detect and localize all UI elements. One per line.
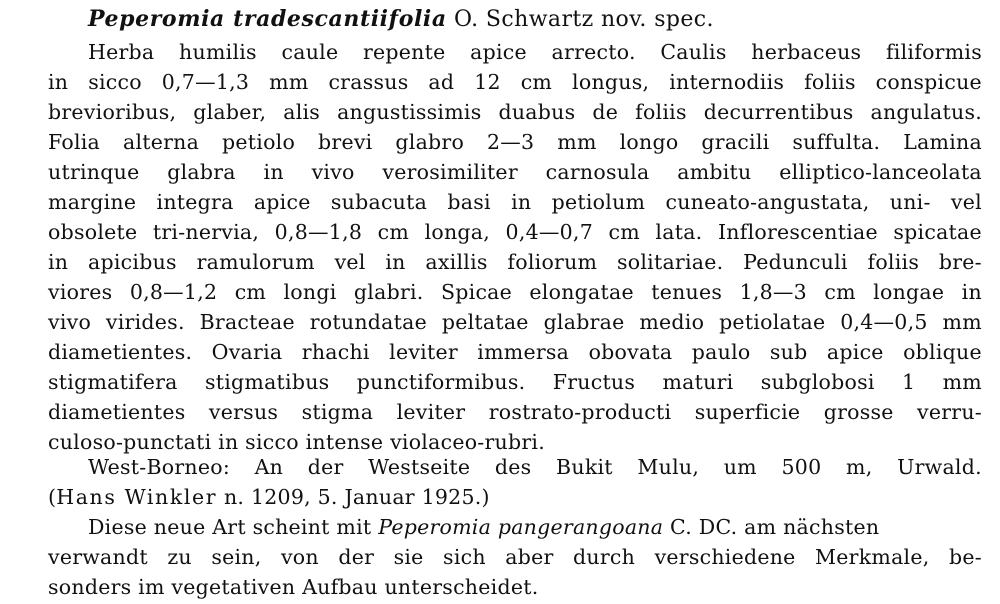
description-line — [48, 337, 982, 367]
note-line-1: Diese neue Art scheint mit Peperomia pangerangoana C. DC. am nächsten — [88, 515, 880, 539]
word: mm — [269, 70, 309, 94]
word: paulo — [691, 340, 751, 364]
word: in — [511, 190, 532, 214]
description-line — [88, 37, 982, 67]
word: longa, — [424, 220, 491, 244]
word: angulatus. — [870, 100, 982, 124]
word: der — [338, 545, 375, 569]
word: diametientes. — [48, 340, 193, 364]
word: 0,8—1,2 — [129, 280, 218, 304]
word: petiolo — [222, 130, 296, 154]
word: West-Borneo: — [88, 455, 231, 479]
word: verosimiliter — [382, 160, 518, 184]
word: crassus — [328, 70, 409, 94]
word: brevioribus, — [48, 100, 177, 124]
word: medio — [639, 310, 705, 334]
word: Urwald. — [897, 455, 982, 479]
word: obsolete — [48, 220, 138, 244]
note-line-2 — [48, 542, 982, 572]
word: filiformis — [885, 40, 982, 64]
description-line — [48, 67, 982, 97]
word: Folia — [48, 130, 101, 154]
word: rhachi — [301, 340, 370, 364]
word: mm — [942, 370, 982, 394]
word: verschiedene — [654, 545, 796, 569]
word: glabrae — [543, 310, 625, 334]
word: sich — [443, 545, 486, 569]
word: tenues — [651, 280, 723, 304]
description-line — [48, 367, 982, 397]
word: ad — [428, 70, 455, 94]
word: apice — [826, 340, 884, 364]
word: 12 — [474, 70, 501, 94]
word: elliptico-lanceolata — [779, 160, 982, 184]
word: mm — [557, 130, 597, 154]
word: 1 — [901, 370, 916, 394]
word: spicatae — [893, 220, 982, 244]
word: foliorum — [507, 250, 598, 274]
word: 1,8—3 — [739, 280, 807, 304]
word: leviter — [389, 340, 458, 364]
word: virides. — [105, 310, 185, 334]
word: basi — [447, 190, 491, 214]
word: Bukit — [556, 455, 613, 479]
word: longo — [619, 130, 679, 154]
word: caule — [281, 40, 339, 64]
description-line — [48, 247, 982, 277]
word: stigmatibus — [204, 370, 330, 394]
word: angustissimis — [337, 100, 482, 124]
description-line — [48, 97, 982, 127]
word: cm — [608, 220, 640, 244]
word: 500 — [781, 455, 822, 479]
word: vel — [334, 250, 366, 274]
word: in — [263, 160, 284, 184]
word: stigma — [301, 400, 374, 424]
word: elongatae — [529, 280, 634, 304]
word: alterna — [122, 130, 200, 154]
word: 0,4—0,7 — [505, 220, 593, 244]
word: arrecto. — [551, 40, 636, 64]
word: brevi — [318, 130, 373, 154]
word: foliis — [635, 100, 687, 124]
word: in — [385, 250, 406, 274]
word: Ovaria — [211, 340, 283, 364]
word: vivo — [48, 310, 92, 334]
word: duabus — [498, 100, 576, 124]
species-heading — [88, 4, 978, 34]
word: longus, — [572, 70, 650, 94]
word: glabri. — [353, 280, 424, 304]
word: obovata — [588, 340, 673, 364]
word: cm — [824, 280, 856, 304]
word: cm — [520, 70, 553, 94]
description-line — [48, 127, 982, 157]
word: cm — [377, 220, 410, 244]
word: subglobosi — [760, 370, 875, 394]
word: axillis — [425, 250, 488, 274]
word: gracili — [701, 130, 770, 154]
word: 0,4—0,5 — [840, 310, 928, 334]
word: ambitu — [677, 160, 752, 184]
word: uni- — [889, 190, 931, 214]
word: repente — [362, 40, 446, 64]
word: humilis — [179, 40, 257, 64]
word: versus — [208, 400, 279, 424]
word: 0,8—1,8 — [274, 220, 363, 244]
word: utrinque — [48, 160, 140, 184]
word: durch — [573, 545, 636, 569]
word: sein, — [211, 545, 262, 569]
word: aber — [505, 545, 554, 569]
word: ramulorum — [196, 250, 315, 274]
word: Herba — [88, 40, 155, 64]
word: apice — [470, 40, 527, 64]
word: herbaceus — [751, 40, 862, 64]
word: alis — [283, 100, 321, 124]
word: petiolatae — [719, 310, 826, 334]
word: 0,7—1,3 — [161, 70, 250, 94]
description-line — [48, 217, 982, 247]
word: superficie — [694, 400, 801, 424]
word: 2—3 — [487, 130, 535, 154]
word: diametientes — [48, 400, 186, 424]
compared-species: Peperomia pangerangoana — [378, 515, 664, 539]
word: in — [48, 250, 69, 274]
word: solitariae. — [616, 250, 724, 274]
word: mm — [942, 310, 982, 334]
word: be- — [948, 545, 982, 569]
word: punctiformibus. — [356, 370, 526, 394]
word: viores — [48, 280, 113, 304]
word: rostrato-producti — [488, 400, 672, 424]
word: grosse — [823, 400, 894, 424]
word: conspicue — [875, 70, 982, 94]
word: de — [592, 100, 619, 124]
word: longi — [283, 280, 337, 304]
word: in — [48, 70, 69, 94]
word: Caulis — [660, 40, 727, 64]
word: verru- — [917, 400, 982, 424]
word: m, — [846, 455, 873, 479]
word: leviter — [396, 400, 466, 424]
description-line — [48, 397, 982, 427]
word: maturi — [662, 370, 734, 394]
species-author: O. Schwartz nov. spec. — [454, 7, 714, 32]
word: Bracteae — [199, 310, 295, 334]
word: vivo — [311, 160, 355, 184]
word: suffulta. — [792, 130, 881, 154]
word: glabro — [395, 130, 465, 154]
word: carnosula — [545, 160, 650, 184]
description-line — [48, 157, 982, 187]
word: foliis — [804, 70, 856, 94]
word: Mulu, — [637, 455, 700, 479]
word: longae — [873, 280, 945, 304]
word: sie — [393, 545, 424, 569]
word: margine — [48, 190, 137, 214]
word: glabra — [167, 160, 236, 184]
collection-citation: (Hans Winkler n. 1209, 5. Januar 1925.) — [48, 485, 490, 509]
word: bre- — [938, 250, 982, 274]
word: sub — [769, 340, 808, 364]
word: Spicae — [440, 280, 513, 304]
locality-line — [88, 452, 982, 482]
word: immersa — [477, 340, 570, 364]
word: Inflorescentiae — [717, 220, 878, 244]
description-last-line: culoso-punctati in sicco intense violaceo-rubri. — [48, 430, 545, 454]
description-line — [48, 187, 982, 217]
word: subacuta — [330, 190, 428, 214]
word: in — [961, 280, 982, 304]
description-line — [48, 307, 982, 337]
species-name: Peperomia tradescantiifolia — [88, 6, 447, 32]
word: zu — [167, 545, 192, 569]
word: integra — [156, 190, 234, 214]
word: oblique — [903, 340, 982, 364]
word: vel — [950, 190, 982, 214]
description-line — [48, 277, 982, 307]
word: sicco — [88, 70, 142, 94]
word: Merkmale, — [815, 545, 930, 569]
word: petiolum — [551, 190, 646, 214]
word: des — [494, 455, 532, 479]
collector-name: Hans Winkler — [56, 485, 218, 509]
word: apice — [253, 190, 311, 214]
word: um — [723, 455, 757, 479]
word: internodiis — [669, 70, 785, 94]
word: cm — [234, 280, 267, 304]
word: Westseite — [368, 455, 471, 479]
word: glaber, — [193, 100, 267, 124]
word: apicibus — [88, 250, 177, 274]
word: lata. — [655, 220, 703, 244]
word: verwandt — [48, 545, 148, 569]
word: Pedunculi — [743, 250, 848, 274]
word: Fructus — [552, 370, 636, 394]
word: Lamina — [903, 130, 982, 154]
word: foliis — [867, 250, 920, 274]
word: decurrentibus — [703, 100, 854, 124]
collection-details: n. 1209, 5. Januar 1925.) — [223, 485, 490, 509]
word: peltatae — [441, 310, 529, 334]
word: stigmatifera — [48, 370, 178, 394]
note-line-3: sonders im vegetativen Aufbau unterscheidet. — [48, 575, 539, 599]
word: tri-nervia, — [152, 220, 260, 244]
word: rotundatae — [309, 310, 427, 334]
word: cuneato-angustata, — [665, 190, 870, 214]
word: An — [254, 455, 284, 479]
word: der — [307, 455, 344, 479]
word: von — [280, 545, 319, 569]
